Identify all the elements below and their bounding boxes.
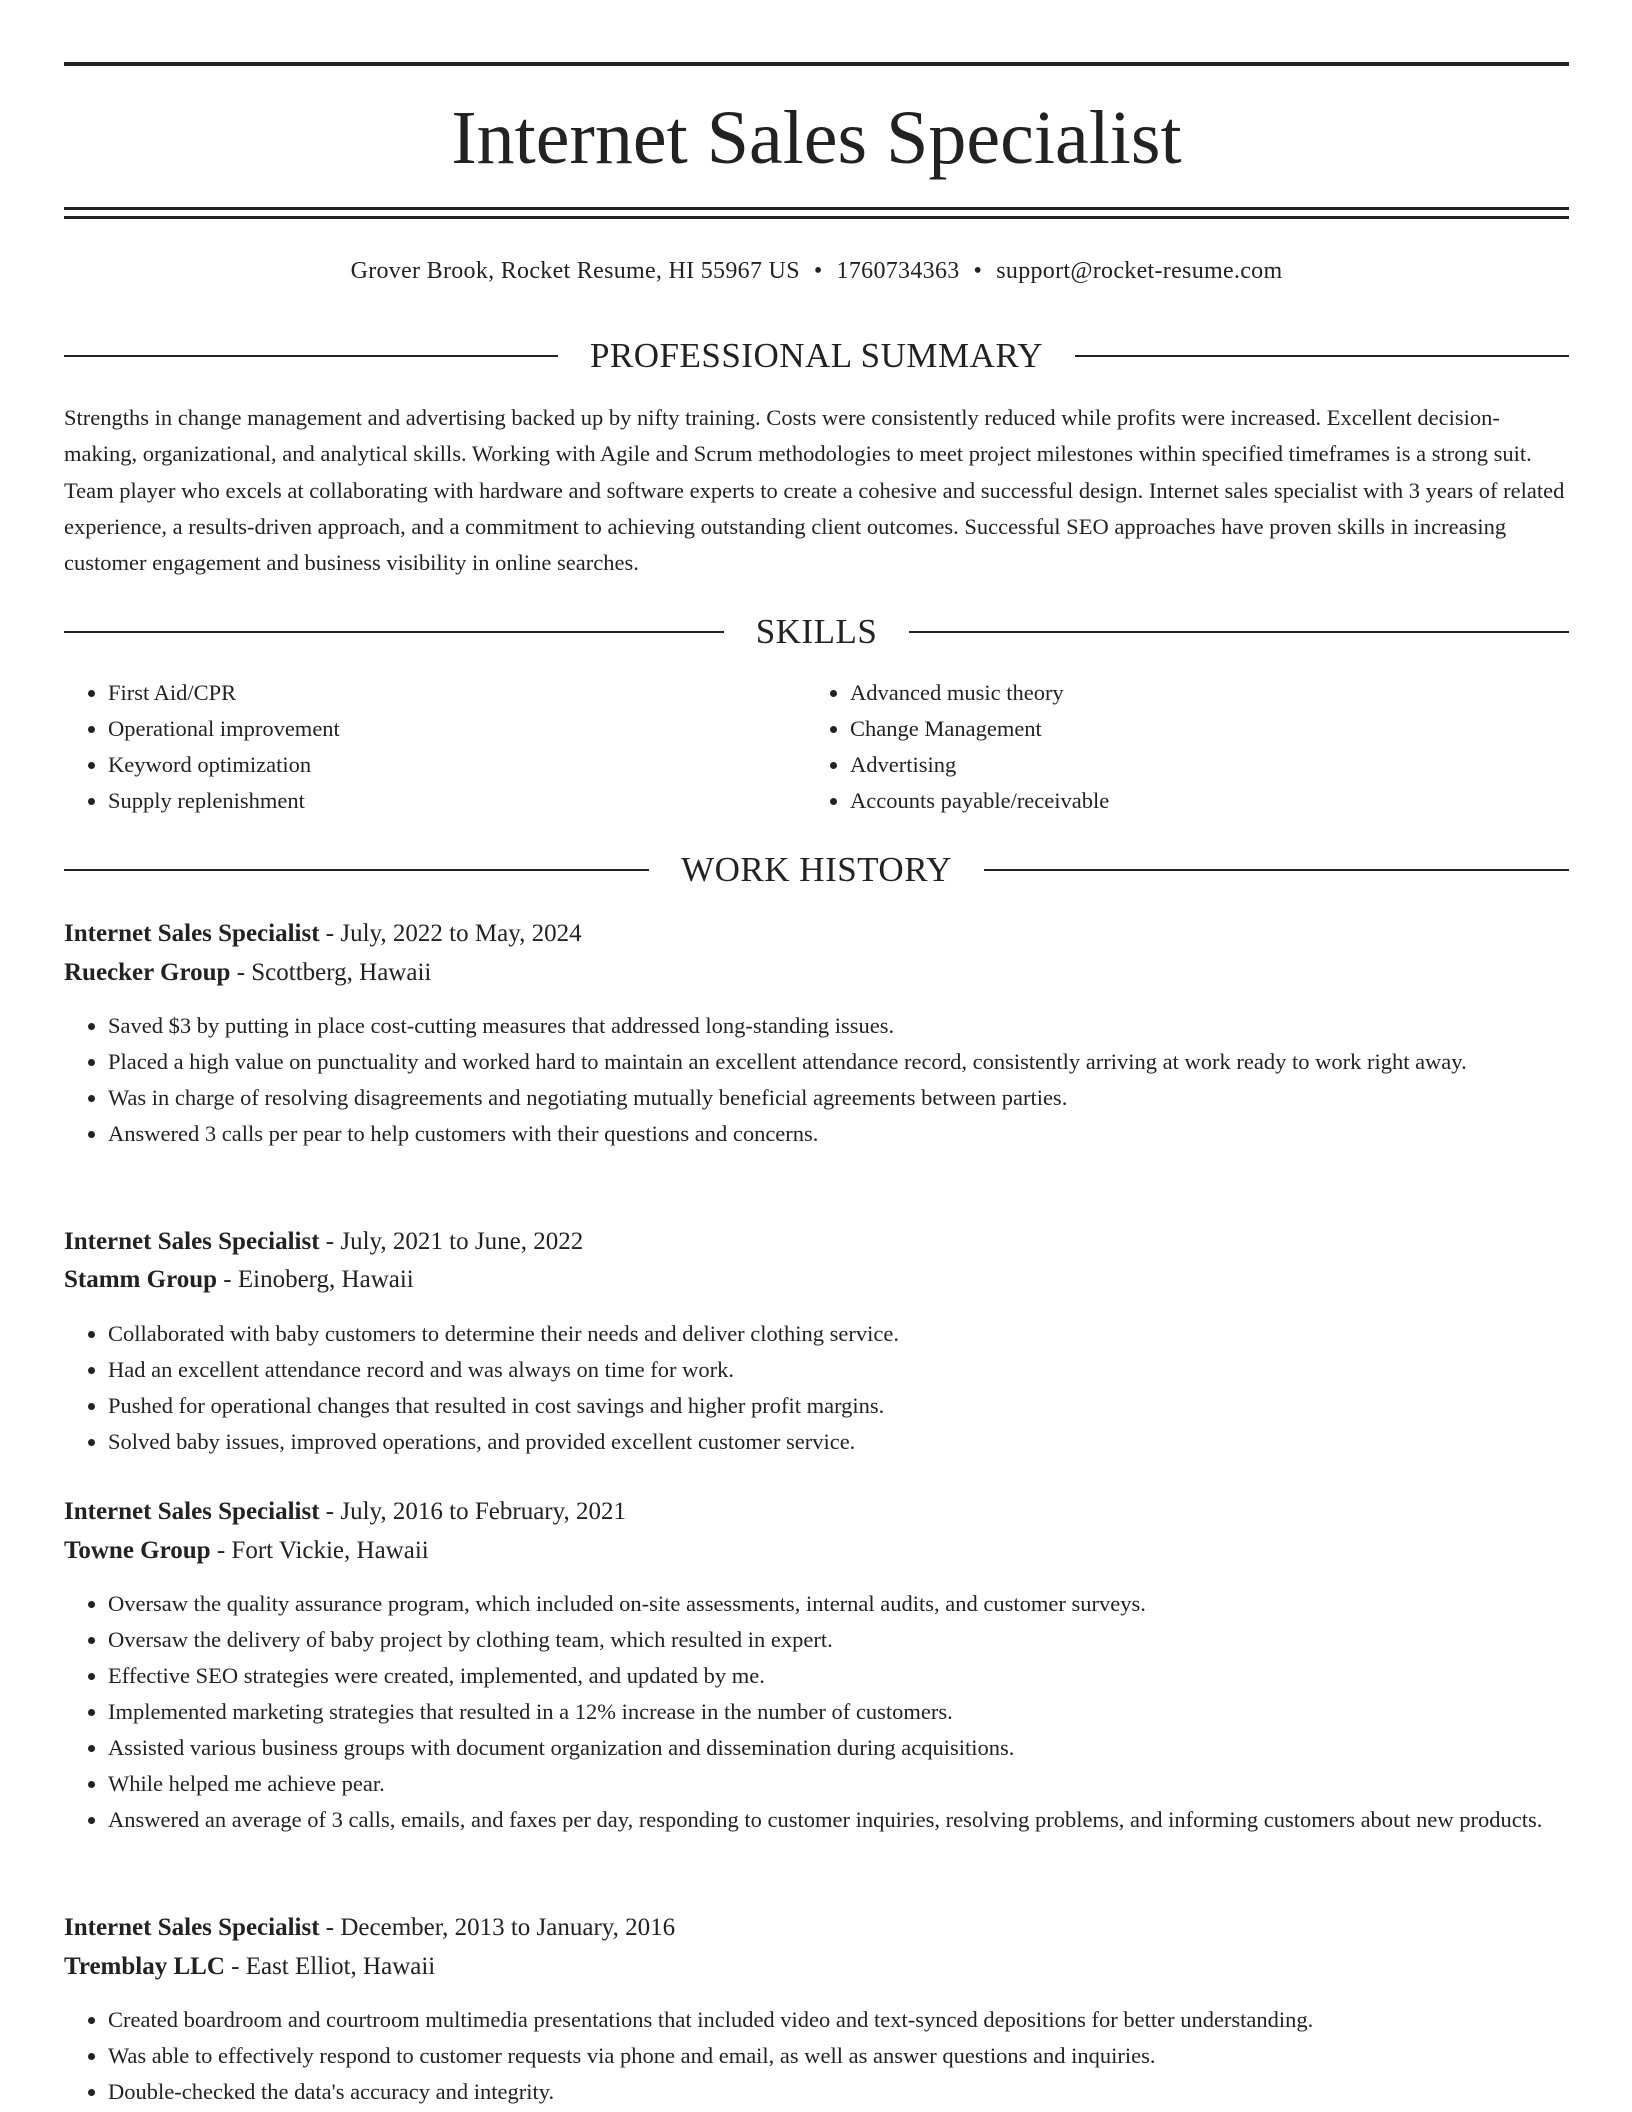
job-bullet: • Double-checked the data's accuracy and integrity.	[108, 2074, 1613, 2110]
skill-item: • Keyword optimization	[108, 747, 340, 783]
heading-rule	[64, 631, 724, 633]
contact-email: support@rocket-resume.com	[996, 258, 1283, 284]
job-bullet: • Created boardroom and courtroom multimedia presentations that included video and text-synced depositions for better understanding.	[108, 2002, 1613, 2038]
heading-rule	[64, 869, 649, 871]
contact-phone: 1760734363	[836, 258, 960, 284]
job-title-line	[64, 1910, 1569, 1946]
job-dates: - July, 2016 to February, 2021	[319, 1498, 626, 1525]
job-title-line	[64, 916, 1569, 952]
skills-heading	[64, 610, 1569, 654]
heading-rule	[909, 631, 1569, 633]
job-title: Internet Sales Specialist	[64, 920, 320, 947]
job-company-line	[64, 1533, 1569, 1569]
skill-item: • Supply replenishment	[108, 783, 340, 819]
job-company-line	[64, 955, 1569, 991]
double-rule-upper	[64, 207, 1569, 210]
job-bullet: • Solved baby issues, improved operations, and provided excellent customer service.	[108, 1424, 1613, 1460]
work-heading	[64, 848, 1569, 892]
work-heading-text: WORK HISTORY	[681, 850, 952, 889]
job-title: Internet Sales Specialist	[64, 1228, 320, 1255]
job-bullet: • Was able to effectively respond to customer requests via phone and email, as well as answer questions and inquiries.	[108, 2038, 1613, 2074]
job-location: - East Elliot, Hawaii	[224, 1953, 436, 1980]
job-dates: - July, 2022 to May, 2024	[319, 920, 582, 947]
skill-item: • Advertising	[850, 747, 1109, 783]
job-bullet: • Was in charge of resolving disagreements and negotiating mutually beneficial agreements between parties.	[108, 1080, 1613, 1116]
skill-item: • Accounts payable/receivable	[850, 783, 1109, 819]
job-bullets	[64, 2002, 1613, 2110]
job-bullet: • Answered 3 calls per pear to help customers with their questions and concerns.	[108, 1116, 1613, 1152]
summary-heading	[64, 334, 1569, 378]
contact-separator: •	[813, 258, 823, 284]
contact-line	[64, 255, 1569, 287]
skill-item: • Advanced music theory	[850, 675, 1109, 711]
skills-column-right	[806, 675, 1109, 819]
contact-address: Grover Brook, Rocket Resume, HI 55967 US	[350, 258, 800, 284]
top-rule	[64, 62, 1569, 66]
job-company: Stamm Group	[64, 1266, 218, 1293]
job-bullet: • Answered an average of 3 calls, emails, and faxes per day, responding to customer inquiries, resolving problems, and informing customers about new products.	[108, 1802, 1613, 1838]
job-bullet: • Collaborated with baby customers to determine their needs and deliver clothing service.	[108, 1316, 1613, 1352]
job-title: Internet Sales Specialist	[64, 1498, 320, 1525]
job-location: - Einoberg, Hawaii	[217, 1266, 414, 1293]
job-bullets	[64, 1316, 1613, 1460]
resume-name: Internet Sales Specialist	[451, 96, 1182, 180]
job-company-line	[64, 1262, 1569, 1298]
job-title: Internet Sales Specialist	[64, 1914, 320, 1941]
job-bullet: • Placed a high value on punctuality and worked hard to maintain an excellent attendance record, consistently arriving at work ready to work right away.	[108, 1044, 1613, 1080]
job-bullet: • Effective SEO strategies were created, implemented, and updated by me.	[108, 1658, 1613, 1694]
heading-rule	[1075, 355, 1569, 357]
skill-item: • Change Management	[850, 711, 1109, 747]
skills-column-left	[64, 675, 340, 819]
contact-separator: •	[973, 258, 983, 284]
job-bullet: • Pushed for operational changes that resulted in cost savings and higher profit margins.	[108, 1388, 1613, 1424]
job-company-line	[64, 1949, 1569, 1985]
job-title-line	[64, 1224, 1569, 1260]
job-location: - Fort Vickie, Hawaii	[210, 1537, 429, 1564]
skill-item: • First Aid/CPR	[108, 675, 340, 711]
job-bullet: • Assisted various business groups with document organization and dissemination during acquisitions.	[108, 1730, 1613, 1766]
job-bullet: • Had an excellent attendance record and was always on time for work.	[108, 1352, 1613, 1388]
job-title-line	[64, 1494, 1569, 1530]
job-bullets	[64, 1008, 1613, 1152]
heading-rule	[64, 355, 558, 357]
double-rule-lower	[64, 216, 1569, 219]
heading-rule	[984, 869, 1569, 871]
job-bullet: • Oversaw the delivery of baby project by clothing team, which resulted in expert.	[108, 1622, 1613, 1658]
job-company: Tremblay LLC	[64, 1953, 225, 1980]
job-company: Towne Group	[64, 1537, 211, 1564]
job-dates: - July, 2021 to June, 2022	[319, 1228, 584, 1255]
job-bullet: • While helped me achieve pear.	[108, 1766, 1613, 1802]
job-bullet: • Implemented marketing strategies that resulted in a 12% increase in the number of customers.	[108, 1694, 1613, 1730]
job-dates: - December, 2013 to January, 2016	[319, 1914, 676, 1941]
job-company: Ruecker Group	[64, 959, 231, 986]
summary-text: Strengths in change management and advertising backed up by nifty training. Costs were consistently reduced while profits were increased. Excellent decision-making, organizational, and analytical skills. Working with Agile and Scrum methodologies to meet project milestones within specified timeframes is a strong suit. Team player who excels at collaborating with hardware and software experts to create a cohesive and successful design. Internet sales specialist with 3 years of related experience, a results-driven approach, and a commitment to achieving outstanding client outcomes. Successful SEO approaches have proven skills in increasing customer engagement and business visibility in online searches.	[64, 405, 1565, 576]
job-bullet: • Saved $3 by putting in place cost-cutting measures that addressed long-standing issues.	[108, 1008, 1613, 1044]
skill-item: • Operational improvement	[108, 711, 340, 747]
job-location: - Scottberg, Hawaii	[230, 959, 432, 986]
job-bullet: • Oversaw the quality assurance program, which included on-site assessments, internal audits, and customer surveys.	[108, 1586, 1613, 1622]
summary-heading-text: PROFESSIONAL SUMMARY	[589, 336, 1044, 375]
job-bullets	[64, 1586, 1613, 1838]
skills-heading-text: SKILLS	[755, 612, 878, 651]
